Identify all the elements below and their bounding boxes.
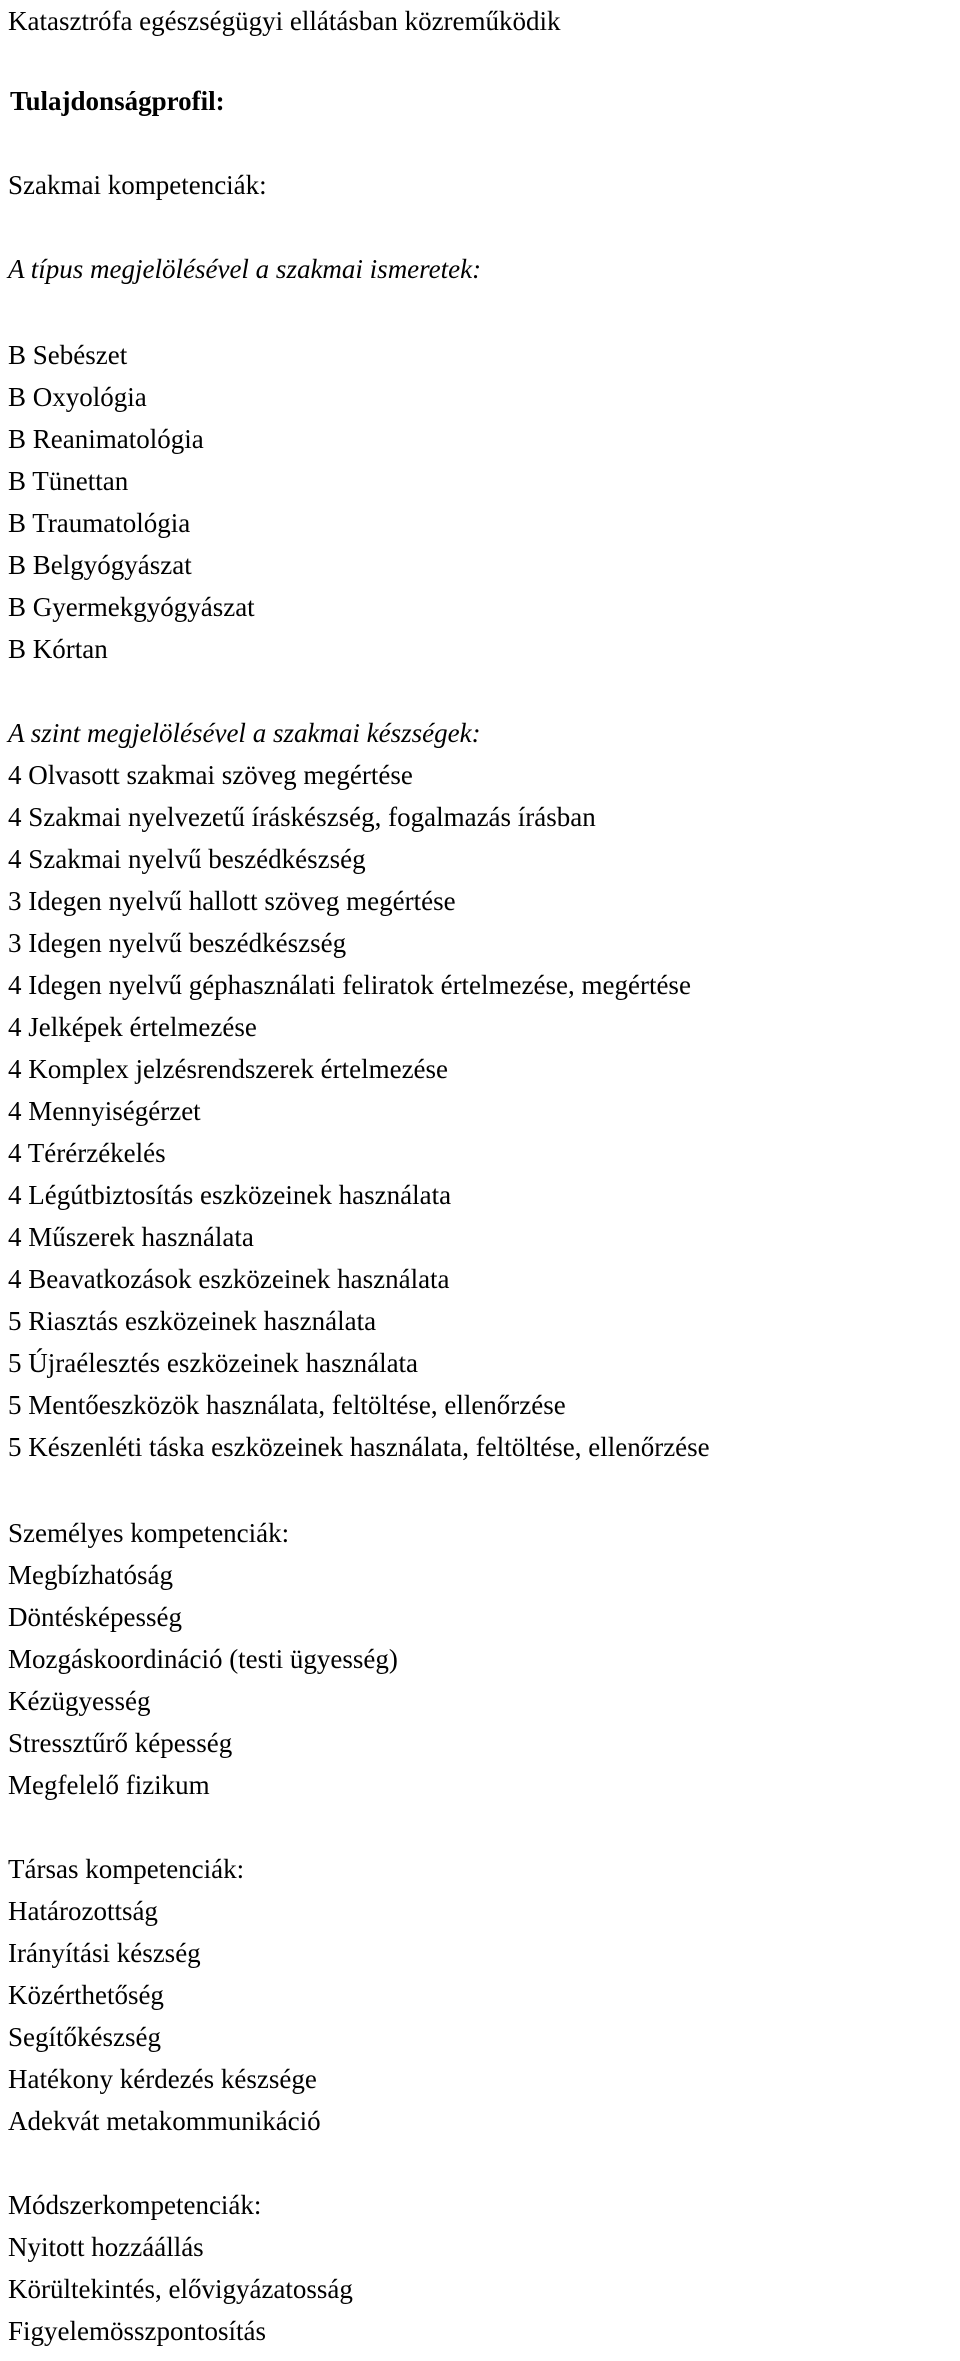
list-item: 3 Idegen nyelvű beszédkészség (8, 928, 347, 958)
list-item: 4 Mennyiségérzet (8, 1096, 201, 1126)
list-item: 5 Újraélesztés eszközeinek használata (8, 1348, 419, 1378)
knowledge-intro: A típus megjelölésével a szakmai ismeretek: (8, 254, 482, 284)
social-list (8, 1890, 321, 2142)
list-item: Határozottság (8, 1896, 158, 1926)
list-item: 5 Készenléti táska eszközeinek használata, feltöltése, ellenőrzése (8, 1432, 710, 1462)
list-item: Irányítási készség (8, 1938, 201, 1968)
list-item: 5 Mentőeszközök használata, feltöltése, ellenőrzése (8, 1390, 566, 1420)
list-item: 4 Szakmai nyelvű beszédkészség (8, 844, 366, 874)
profile-heading: Tulajdonságprofil: (10, 86, 225, 116)
list-item: Nyitott hozzáállás (8, 2232, 204, 2262)
list-item: B Sebészet (8, 340, 128, 370)
list-item: B Kórtan (8, 634, 108, 664)
list-item: 4 Komplex jelzésrendszerek értelmezése (8, 1054, 449, 1084)
list-item: B Belgyógyászat (8, 550, 192, 580)
list-item: Körültekintés, elővigyázatosság (8, 2274, 353, 2304)
personal-competencies-label: Személyes kompetenciák: (8, 1518, 290, 1548)
list-item: Figyelemösszpontosítás (8, 2316, 266, 2346)
list-item: 4 Jelképek értelmezése (8, 1012, 257, 1042)
document-title: Katasztrófa egészségügyi ellátásban közreműködik (8, 6, 561, 36)
list-item: 4 Légútbiztosítás eszközeinek használata (8, 1180, 452, 1210)
list-item: Stressztűrő képesség (8, 1728, 233, 1758)
list-item: 4 Térérzékelés (8, 1138, 166, 1168)
list-item: 5 Riasztás eszközeinek használata (8, 1306, 377, 1336)
personal-list (8, 1554, 398, 1806)
list-item: B Gyermekgyógyászat (8, 592, 255, 622)
method-competencies-label: Módszerkompetenciák: (8, 2190, 262, 2220)
social-competencies-label: Társas kompetenciák: (8, 1854, 245, 1884)
list-item: Megfelelő fizikum (8, 1770, 210, 1800)
list-item: 4 Beavatkozások eszközeinek használata (8, 1264, 450, 1294)
list-item: 4 Olvasott szakmai szöveg megértése (8, 760, 413, 790)
list-item: B Tünettan (8, 466, 129, 496)
skills-list (8, 754, 710, 1468)
knowledge-list (8, 334, 255, 670)
list-item: Hatékony kérdezés készsége (8, 2064, 317, 2094)
list-item: Döntésképesség (8, 1602, 182, 1632)
professional-competencies-label: Szakmai kompetenciák: (8, 170, 267, 200)
list-item: Megbízhatóság (8, 1560, 173, 1590)
list-item: Segítőkészség (8, 2022, 161, 2052)
list-item: 4 Szakmai nyelvezetű íráskészség, fogalmazás írásban (8, 802, 596, 832)
list-item: B Traumatológia (8, 508, 191, 538)
list-item: 3 Idegen nyelvű hallott szöveg megértése (8, 886, 456, 916)
list-item: Mozgáskoordináció (testi ügyesség) (8, 1644, 398, 1674)
list-item: B Oxyológia (8, 382, 147, 412)
list-item: Adekvát metakommunikáció (8, 2106, 321, 2136)
list-item: B Reanimatológia (8, 424, 204, 454)
method-list (8, 2226, 353, 2352)
list-item: 4 Idegen nyelvű géphasználati feliratok értelmezése, megértése (8, 970, 691, 1000)
list-item: Kézügyesség (8, 1686, 151, 1716)
list-item: 4 Műszerek használata (8, 1222, 254, 1252)
list-item: Közérthetőség (8, 1980, 164, 2010)
skills-intro: A szint megjelölésével a szakmai készségek: (8, 718, 481, 748)
